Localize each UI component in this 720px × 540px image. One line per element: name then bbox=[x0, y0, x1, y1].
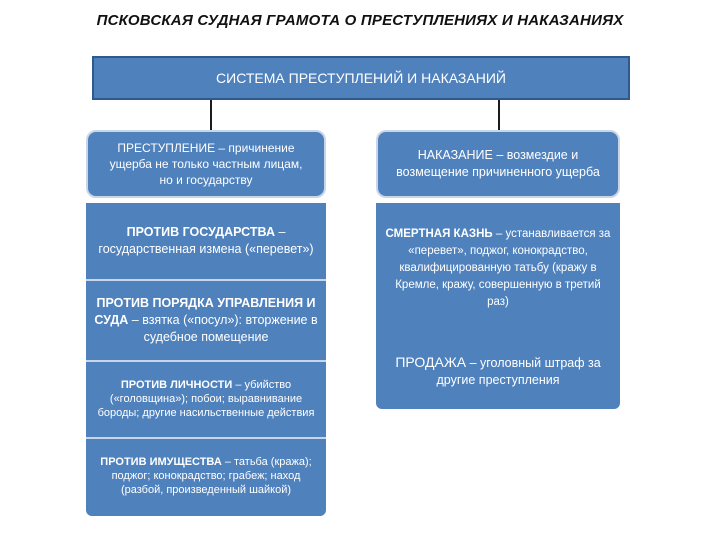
crime-definition-box bbox=[86, 130, 326, 198]
system-header-box: СИСТЕМА ПРЕСТУПЛЕНИЙ И НАКАЗАНИЙ bbox=[92, 56, 630, 100]
crime-item-property bbox=[86, 439, 326, 513]
punishment-definition-lead: НАКАЗАНИЕ bbox=[417, 148, 493, 162]
crime-item-state bbox=[86, 203, 326, 278]
crime-item-person-lead: ПРОТИВ ЛИЧНОСТИ bbox=[120, 379, 233, 391]
crime-item-property-text: – татьба (кража); поджог; конокрадство; грабеж; наход (разбой, произведенный шайкой) bbox=[111, 456, 312, 496]
punishment-item-death-text: – устанавливается за «перевет», поджог, конокрадство, квалифицированную татьбу (кражу в Кремле, кражу, совершенную в третий раз) bbox=[395, 227, 611, 308]
punishment-item-fine-lead: ПРОДАЖА bbox=[395, 353, 467, 370]
punishment-definition-body: – возмездие и возмещение причиненного ущерба bbox=[396, 148, 600, 179]
crime-item-governance-lead: ПРОТИВ ПОРЯДКА УПРАВЛЕНИЯ И СУДА bbox=[94, 295, 316, 327]
crime-item-state-text: – государственная измена («перевет») bbox=[98, 224, 314, 256]
page-title: ПСКОВСКАЯ СУДНАЯ ГРАМОТА О ПРЕСТУПЛЕНИЯХ И НАКАЗАНИЯХ bbox=[96, 12, 624, 29]
crime-item-governance-text: – взятка («посул»): вторжение в судебное помещение bbox=[128, 312, 318, 344]
crime-definition-lead: ПРЕСТУПЛЕНИЕ bbox=[117, 141, 216, 155]
crime-item-state-lead: ПРОТИВ ГОСУДАРСТВА bbox=[126, 224, 275, 239]
crime-item-person bbox=[86, 362, 326, 436]
punishment-definition-box bbox=[376, 130, 620, 198]
crime-item-property-lead: ПРОТИВ ИМУЩЕСТВА bbox=[100, 456, 222, 468]
punishment-item-death bbox=[376, 205, 620, 331]
connector-right bbox=[498, 100, 500, 130]
crime-definition-body: – причинение ущерба не только частным лицам, но и государству bbox=[109, 141, 303, 187]
connector-left bbox=[210, 100, 212, 130]
crime-item-governance bbox=[86, 281, 326, 359]
crime-item-person-text: – убийство («головщина»); побои; выравнивание бороды; другие насильственные действия bbox=[97, 379, 315, 419]
punishment-item-fine bbox=[376, 340, 620, 402]
punishment-item-death-lead: СМЕРТНАЯ КАЗНЬ bbox=[385, 227, 493, 240]
punishment-item-fine-text: – уголовный штраф за другие преступления bbox=[436, 355, 601, 387]
crime-definition-text bbox=[106, 140, 306, 188]
